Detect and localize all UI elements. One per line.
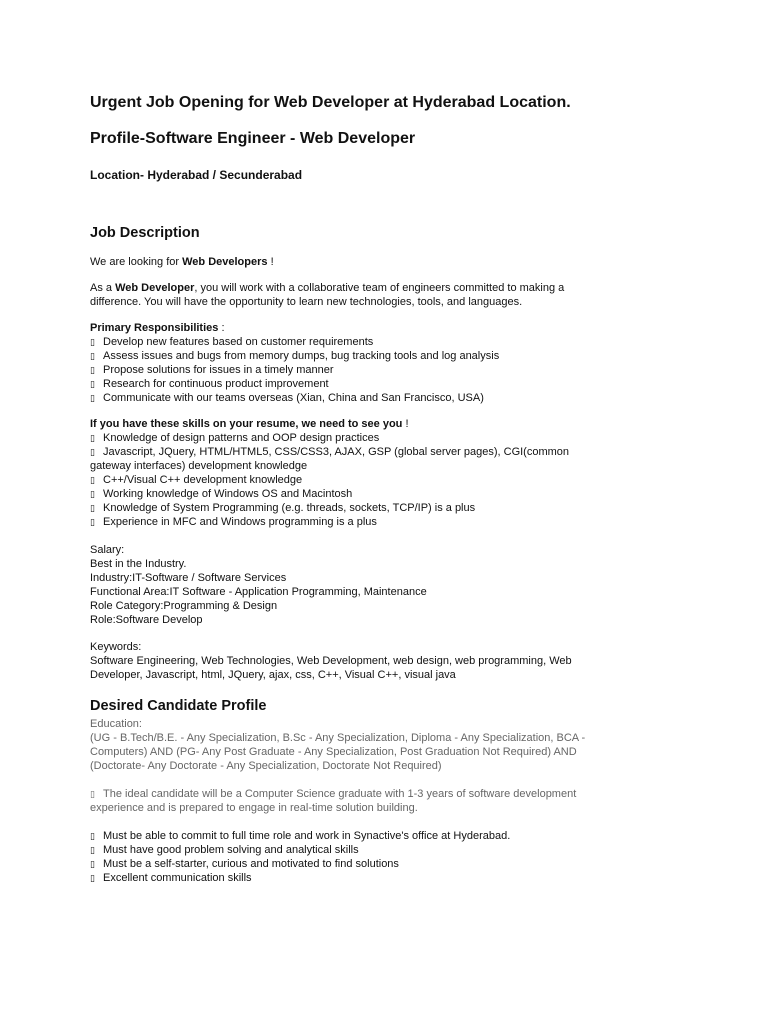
location-heading: Location- Hyderabad / Secunderabad xyxy=(90,168,303,182)
responsibilities-suffix: : xyxy=(218,322,225,334)
list-item: ▯ Knowledge of design patterns and OOP design practices xyxy=(90,431,630,445)
list-item: ▯ Propose solutions for issues in a timely manner xyxy=(90,363,630,377)
keywords-label: Keywords: xyxy=(90,641,142,653)
skills-label-bold: If you have these skills on your resume, we need to see you xyxy=(90,418,403,430)
job-description-heading: Job Description xyxy=(90,225,200,241)
intro-bold: Web Developer xyxy=(115,282,195,294)
education-label: Education: xyxy=(90,718,142,730)
skills-section xyxy=(90,417,630,529)
responsibilities-label xyxy=(90,321,630,335)
list-item: ▯ Research for continuous product improvement xyxy=(90,377,630,391)
intro-line-1: , you will work with a collaborative team of engineers committed to making a xyxy=(194,282,565,294)
list-item: ▯ Assess issues and bugs from memory dumps, bug tracking tools and log analysis xyxy=(90,349,630,363)
salary-label: Salary: xyxy=(90,544,125,556)
ideal-candidate-line: experience and is prepared to engage in real-time solution building. xyxy=(90,802,418,814)
intro-paragraph xyxy=(90,281,630,309)
list-item: ▯ Experience in MFC and Windows programming is a plus xyxy=(90,515,630,529)
list-item: ▯ Working knowledge of Windows OS and Macintosh xyxy=(90,487,630,501)
intro-line-2: difference. You will have the opportunity to learn new technologies, tools, and languages. xyxy=(90,296,523,308)
responsibilities-label-bold: Primary Responsibilities xyxy=(90,322,219,334)
document-content xyxy=(90,92,630,885)
skills-suffix: ! xyxy=(402,418,409,430)
skills-label xyxy=(90,417,630,431)
desired-profile-heading: Desired Candidate Profile xyxy=(90,698,267,714)
education-section xyxy=(90,717,630,773)
keywords-line: Developer, Javascript, html, JQuery, ajax, css, C++, Visual C++, visual java xyxy=(90,669,456,681)
looking-prefix: We are looking for xyxy=(90,256,183,268)
responsibilities-section xyxy=(90,321,630,405)
list-item: ▯ C++/Visual C++ development knowledge xyxy=(90,473,630,487)
ideal-candidate-line: ▯ The ideal candidate will be a Computer Science graduate with 1-3 years of software development xyxy=(90,787,630,801)
functional-area: Functional Area:IT Software - Application Programming, Maintenance xyxy=(90,586,427,598)
education-line: (Doctorate- Any Doctorate - Any Specialization, Doctorate Not Required) xyxy=(90,760,442,772)
keywords-section xyxy=(90,640,630,682)
keywords-line: Software Engineering, Web Technologies, Web Development, web design, web programming, Web xyxy=(90,655,572,667)
list-item: ▯ Excellent communication skills xyxy=(90,871,630,885)
looking-bold: Web Developers xyxy=(182,256,268,268)
looking-for-text xyxy=(90,255,630,269)
list-item-continuation: gateway interfaces) development knowledge xyxy=(90,460,308,472)
job-details xyxy=(90,543,630,627)
education-line: (UG - B.Tech/B.E. - Any Specialization, B.Sc - Any Specialization, Diploma - Any Specialization, BCA - xyxy=(90,732,586,744)
list-item: ▯ Must be a self-starter, curious and motivated to find solutions xyxy=(90,857,630,871)
list-item: ▯ Must be able to commit to full time role and work in Synactive's office at Hyderabad. xyxy=(90,829,630,843)
list-item: ▯ Knowledge of System Programming (e.g. threads, sockets, TCP/IP) is a plus xyxy=(90,501,630,515)
education-line: Computers) AND (PG- Any Post Graduate - Any Specialization, Post Graduation Not Required) AND xyxy=(90,746,577,758)
industry: Industry:IT-Software / Software Services xyxy=(90,572,287,584)
list-item: ▯ Javascript, JQuery, HTML/HTML5, CSS/CSS3, AJAX, GSP (global server pages), CGI(common xyxy=(90,445,630,459)
profile-heading: Profile-Software Engineer - Web Developer xyxy=(90,130,416,147)
page-title: Urgent Job Opening for Web Developer at Hyderabad Location. xyxy=(90,94,571,111)
salary-value: Best in the Industry. xyxy=(90,558,187,570)
role-category: Role Category:Programming & Design xyxy=(90,600,278,612)
requirements-section xyxy=(90,829,630,885)
list-item: ▯ Develop new features based on customer requirements xyxy=(90,335,630,349)
looking-suffix: ! xyxy=(267,256,274,268)
ideal-candidate-section xyxy=(90,787,630,815)
list-item: ▯ Must have good problem solving and analytical skills xyxy=(90,843,630,857)
intro-prefix: As a xyxy=(90,282,116,294)
list-item: ▯ Communicate with our teams overseas (Xian, China and San Francisco, USA) xyxy=(90,391,630,405)
role: Role:Software Develop xyxy=(90,614,203,626)
